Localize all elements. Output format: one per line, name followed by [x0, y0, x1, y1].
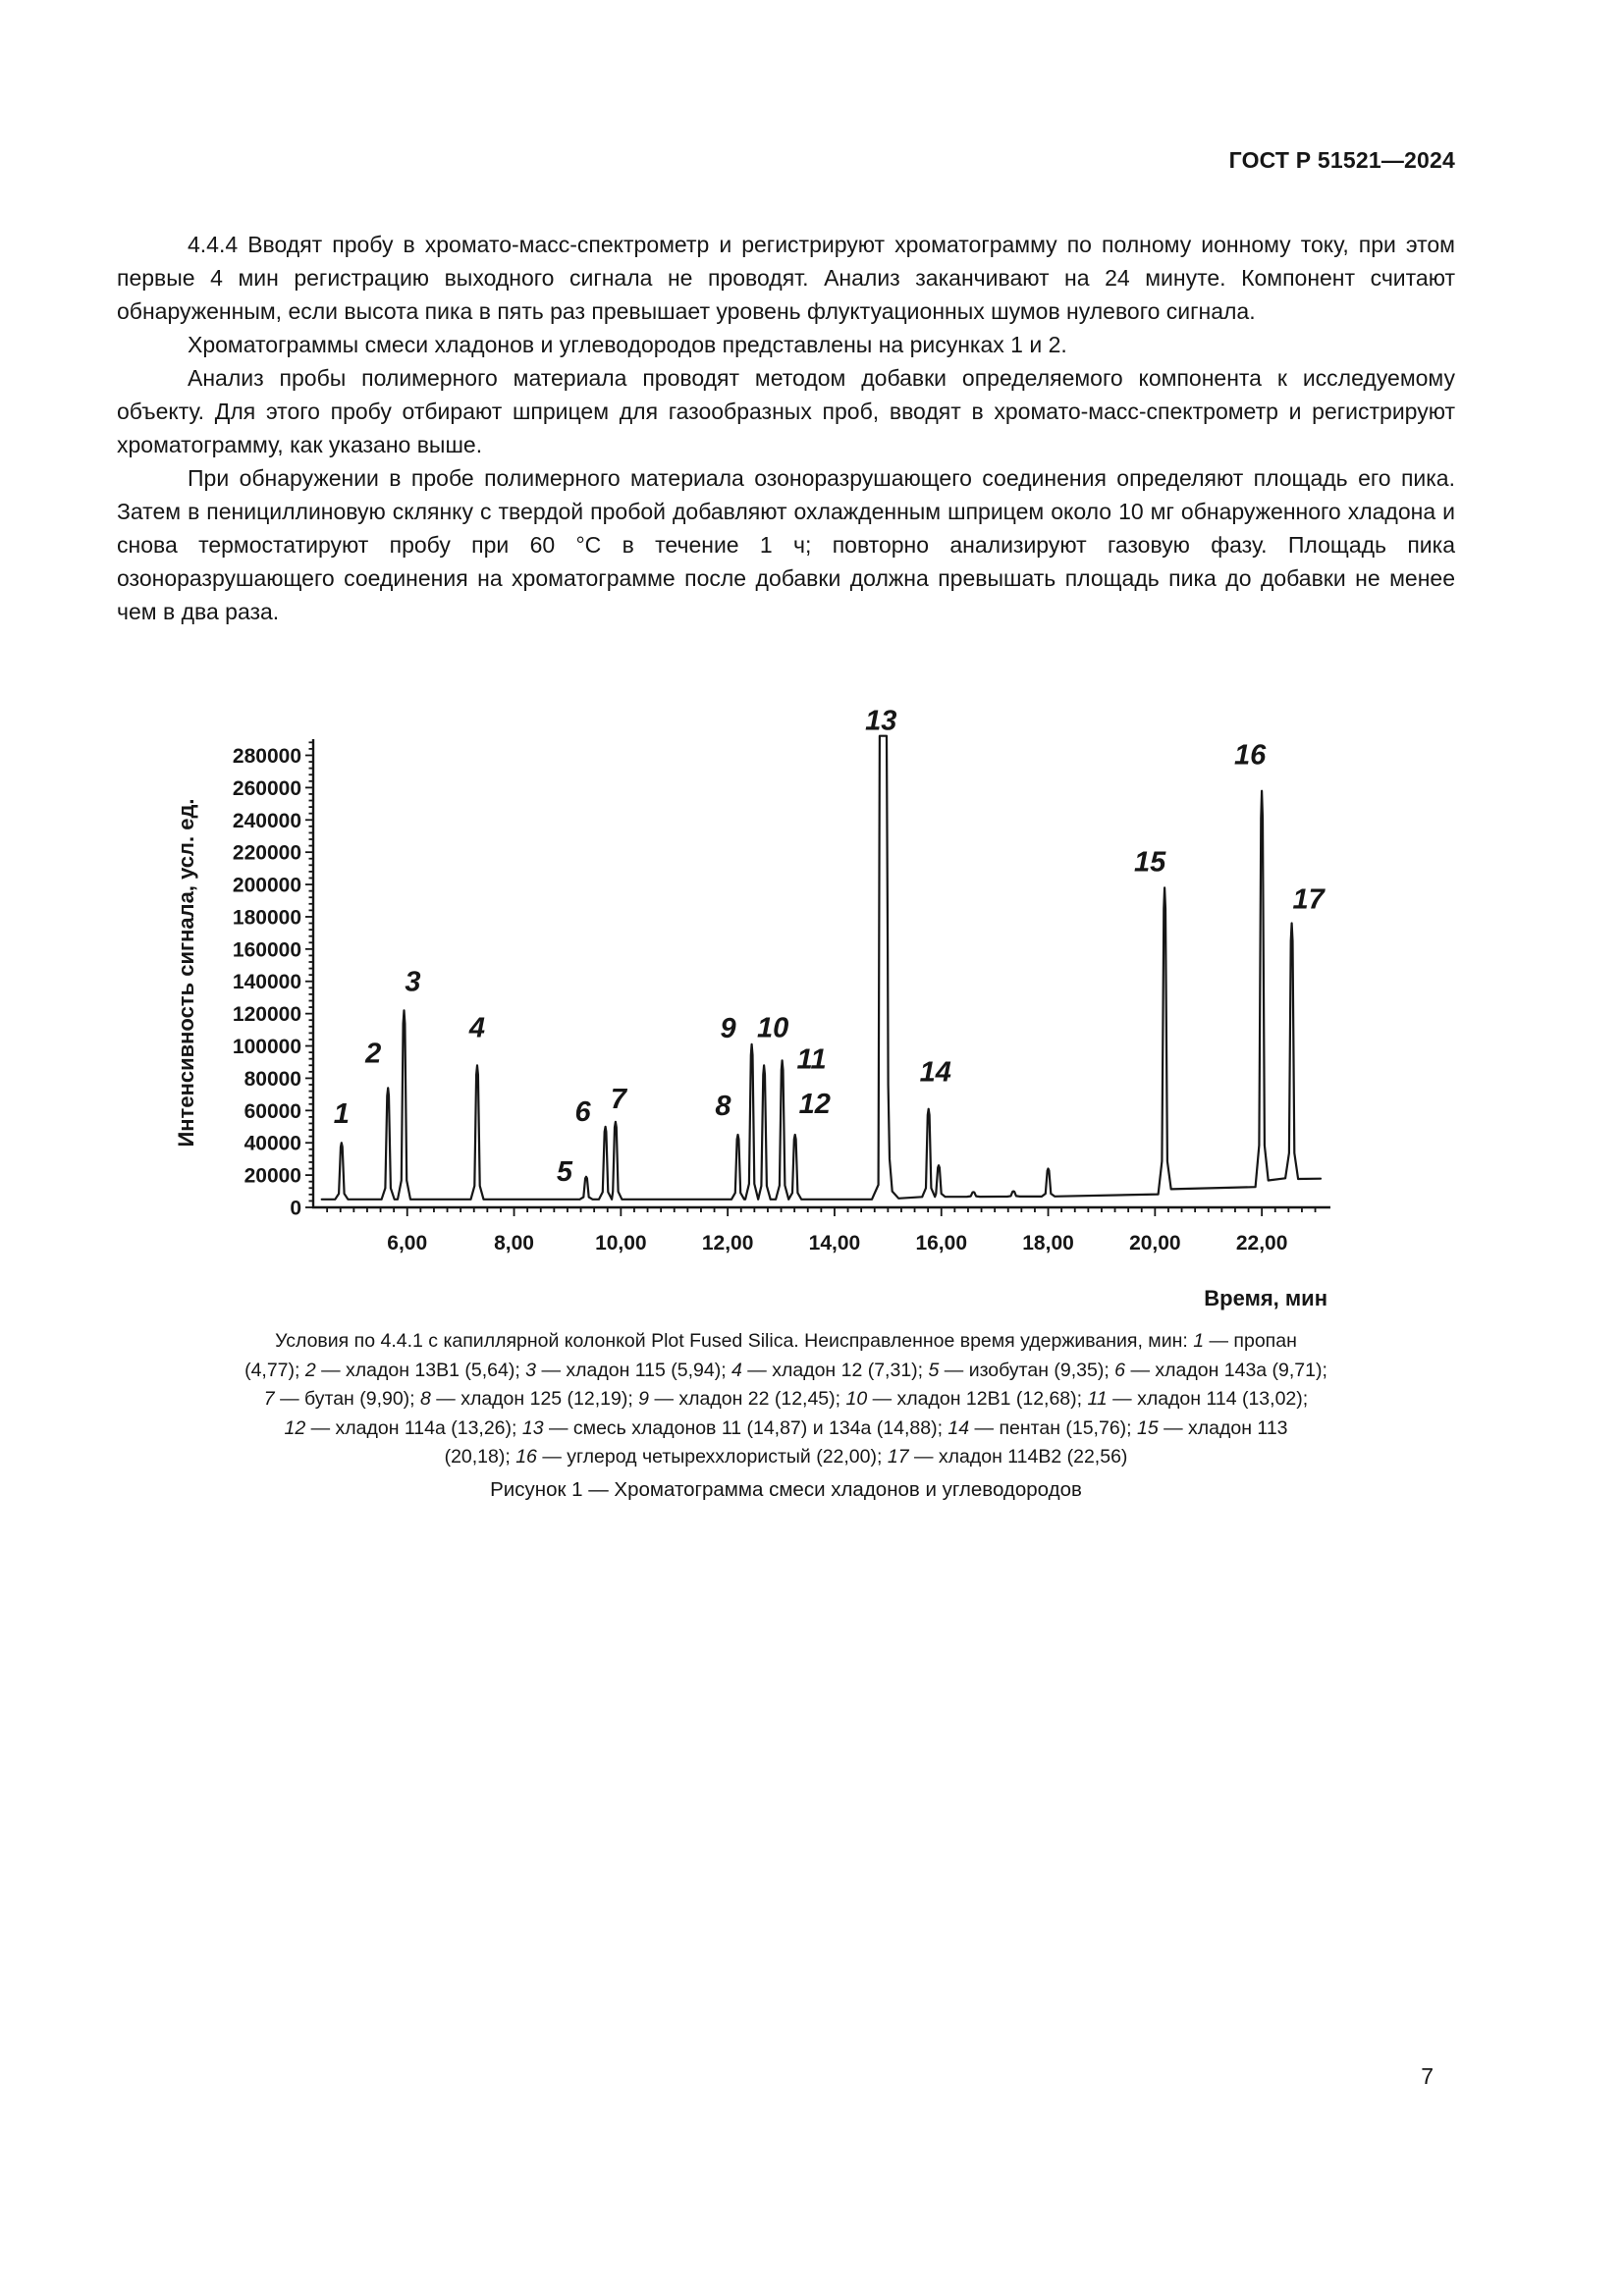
svg-text:12,00: 12,00 [701, 1232, 754, 1255]
chromatogram-figure [118, 685, 1355, 1318]
body-text [117, 228, 1455, 628]
peak-label-3: 3 [405, 966, 421, 998]
svg-text:8,00: 8,00 [494, 1232, 534, 1255]
svg-text:20,00: 20,00 [1129, 1232, 1181, 1255]
conditions-line: (4,77); 2 — хладон 13В1 (5,64); 3 — хладон 115 (5,94); 4 — хладон 12 (7,31); 5 — изобутан (9,35); 6 — хладон 143а (9,71); [244, 1359, 1327, 1381]
axes [313, 739, 1330, 1207]
document-code: ГОСТ Р 51521—2024 [1228, 147, 1455, 173]
svg-text:6,00: 6,00 [387, 1232, 428, 1255]
peak-label-5: 5 [556, 1155, 573, 1188]
peak-label-9: 9 [720, 1012, 736, 1044]
y-axis-label: Интенсивность сигнала, усл. ед. [174, 798, 198, 1148]
conditions-line: 12 — хладон 114а (13,26); 13 — смесь хладонов 11 (14,87) и 134а (14,88); 14 — пентан (15,76); 15 — хладон 113 [284, 1416, 1288, 1439]
figure-conditions [117, 1327, 1455, 1472]
peak-label-12: 12 [798, 1089, 831, 1120]
svg-text:60000: 60000 [244, 1099, 301, 1123]
peak-label-11: 11 [796, 1043, 827, 1076]
svg-text:10,00: 10,00 [595, 1232, 647, 1255]
y-tick-labels [233, 745, 301, 1220]
svg-text:16,00: 16,00 [915, 1232, 968, 1255]
peak-label-7: 7 [610, 1083, 626, 1115]
peak-label-8: 8 [715, 1091, 731, 1122]
paragraph: 4.4.4 Вводят пробу в хромато-масс-спектрометр и регистрируют хроматограмму по полному ионному току, при этом первые 4 мин регистрацию выходного сигнала не проводят. Анализ заканчивают на 24 минуте. Компонент считают обнаруженным, если высота пика в пять раз превышает уровень флуктуационных шумов нулевого сигнала. [117, 232, 1455, 324]
svg-text:180000: 180000 [232, 906, 301, 930]
paragraph: При обнаружении в пробе полимерного материала озоноразрушающего соединения определяют площадь его пика. Затем в пенициллиновую склянку с твердой пробой добавляют охлажденным шприцем около 10 мг обнаруженного хладона и снова термостатируют пробу при 60 °С в течение 1 ч; повторно анализируют газовую фазу. Площадь пика озоноразрушающего соединения на хроматограмме после добавки должна превышать площадь пика до добавки не менее чем в два раза. [117, 465, 1455, 624]
chromatogram-chart [118, 685, 1355, 1318]
peak-label-10: 10 [756, 1012, 789, 1044]
svg-text:220000: 220000 [232, 841, 301, 865]
conditions-line: Условия по 4.4.1 с капиллярной колонкой Plot Fused Silica. Неисправленное время удерживания, мин: 1 — пропан [275, 1330, 1297, 1352]
peak-label-16: 16 [1233, 739, 1267, 772]
peak-label-15: 15 [1133, 846, 1166, 879]
peak-label-6: 6 [574, 1095, 591, 1128]
chromatogram-trace [322, 736, 1321, 1200]
peak-label-2: 2 [365, 1038, 382, 1070]
svg-text:140000: 140000 [232, 971, 301, 994]
peak-label-4: 4 [468, 1012, 486, 1044]
svg-text:280000: 280000 [232, 744, 301, 768]
peak-label-17: 17 [1292, 883, 1325, 916]
svg-text:80000: 80000 [244, 1067, 301, 1091]
svg-text:0: 0 [290, 1197, 301, 1220]
svg-text:100000: 100000 [232, 1036, 301, 1059]
paragraph: Анализ пробы полимерного материала проводят методом добавки определяемого компонента к исследуемому объекту. Для этого пробу отбирают шприцем для газообразных проб, вводят в хромато-масс-спектрометр и регистрируют хроматограмму, как указано выше. [117, 365, 1455, 457]
svg-text:260000: 260000 [232, 776, 301, 800]
peak-labels [334, 706, 1326, 1188]
svg-text:120000: 120000 [232, 1003, 301, 1027]
svg-text:20000: 20000 [244, 1164, 301, 1188]
svg-text:240000: 240000 [232, 809, 301, 832]
conditions-line: (20,18); 16 — углерод четыреххлористый (22,00); 17 — хладон 114В2 (22,56) [444, 1446, 1128, 1468]
conditions-line: 7 — бутан (9,90); 8 — хладон 125 (12,19); 9 — хладон 22 (12,45); 10 — хладон 12В1 (12,68); 11 — хладон 114 (13,02); [263, 1388, 1309, 1410]
x-tick-labels [387, 1232, 1287, 1255]
svg-text:18,00: 18,00 [1022, 1232, 1074, 1255]
svg-text:200000: 200000 [232, 874, 301, 897]
paragraph: Хроматограммы смеси хладонов и углеводородов представлены на рисунках 1 и 2. [188, 332, 1067, 357]
svg-text:40000: 40000 [244, 1132, 301, 1155]
x-axis-label: Время, мин [1204, 1286, 1327, 1310]
svg-text:160000: 160000 [232, 938, 301, 962]
peak-label-1: 1 [333, 1098, 350, 1131]
peak-label-14: 14 [919, 1056, 951, 1089]
svg-text:14,00: 14,00 [808, 1232, 861, 1255]
peak-label-13: 13 [865, 705, 897, 737]
figure-caption: Рисунок 1 — Хроматограмма смеси хладонов и углеводородов [490, 1478, 1082, 1501]
svg-text:22,00: 22,00 [1235, 1232, 1288, 1255]
page-number: 7 [1421, 2063, 1434, 2089]
